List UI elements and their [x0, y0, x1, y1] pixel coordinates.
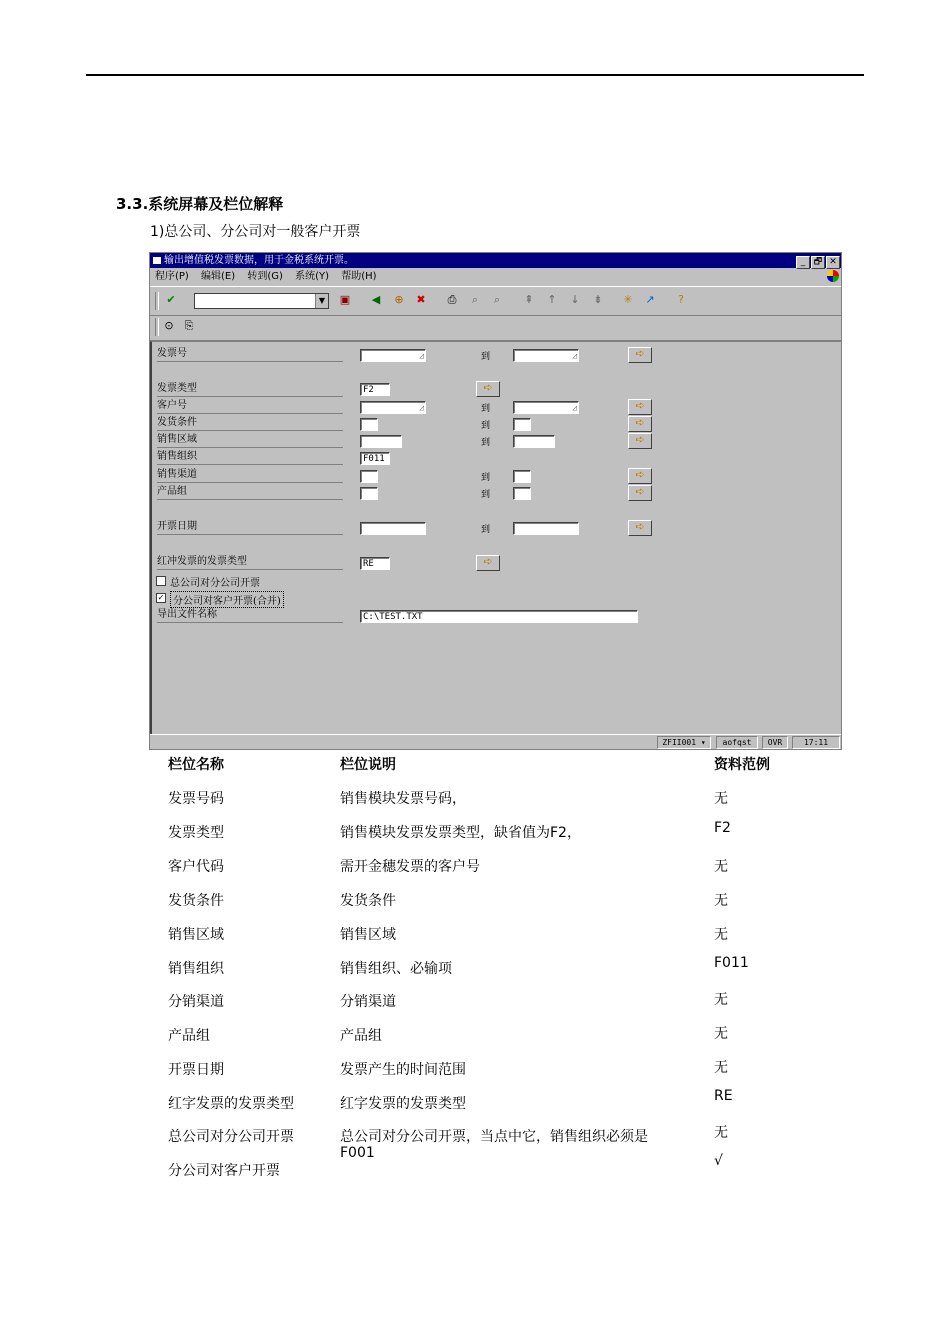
row-example: 无 [714, 927, 728, 943]
to-label: 到 [481, 421, 491, 431]
invoice-no-from-input[interactable] [360, 349, 426, 362]
row-name: 销售组织 [168, 961, 224, 977]
invoice-type-input[interactable]: F2 [360, 383, 390, 396]
label-export-filename: 导出文件名称 [157, 608, 343, 623]
minimize-button[interactable]: _ [796, 256, 810, 269]
row-desc: 发票产生的时间范围 [340, 1062, 466, 1078]
row-name: 发货条件 [168, 893, 224, 909]
shipping-condition-to-input[interactable] [513, 418, 531, 431]
multiple-selection-button[interactable]: ➪ [628, 347, 652, 363]
invoice-no-to-input[interactable] [513, 349, 579, 362]
section-heading: 3.3.系统屏幕及栏位解释 [116, 195, 284, 213]
subsection-heading: 1)总公司、分公司对一般客户开票 [150, 224, 361, 240]
credit-invoice-type-input[interactable]: RE [360, 557, 390, 570]
sales-channel-from-input[interactable] [360, 470, 378, 483]
print-icon[interactable]: ⎙ [447, 293, 457, 306]
application-toolbar [150, 314, 841, 341]
command-field[interactable] [194, 293, 329, 309]
row-name: 总公司对分公司开票 [168, 1129, 294, 1145]
toolbar-separator [155, 292, 159, 310]
row-example: √ [714, 1153, 723, 1169]
label-invoice-no: 发票号 [157, 347, 343, 362]
exit-icon[interactable]: ⊕ [394, 293, 404, 306]
window-icon [153, 257, 161, 264]
selection-screen [150, 341, 841, 734]
status-server: aofqst [716, 736, 758, 749]
table-header-name: 栏位名称 [168, 757, 224, 773]
row-example: 无 [714, 791, 728, 807]
hq-to-branch-checkbox[interactable] [156, 576, 166, 586]
sales-org-input[interactable]: F011 [360, 452, 390, 465]
label-invoice-type: 发票类型 [157, 382, 343, 397]
find-icon[interactable]: ⌕ [471, 293, 479, 306]
to-label: 到 [481, 525, 491, 535]
billing-date-to-input[interactable] [513, 522, 579, 535]
row-name: 开票日期 [168, 1062, 224, 1078]
menu-program[interactable]: 程序(P) [155, 271, 189, 282]
row-example: F011 [714, 955, 749, 971]
hq-to-branch-label: 总公司对分公司开票 [170, 578, 260, 589]
row-desc-continued: F001 [340, 1145, 375, 1161]
status-program-text: ZFII001 [662, 738, 697, 747]
sap-logo-icon[interactable] [827, 270, 839, 282]
to-label: 到 [481, 438, 491, 448]
status-bar [150, 734, 841, 749]
back-icon[interactable]: ◀ [371, 293, 381, 306]
row-desc: 需开金穗发票的客户号 [340, 859, 480, 875]
row-example: 无 [714, 1060, 728, 1076]
standard-toolbar [150, 286, 841, 316]
row-name: 销售区域 [168, 927, 224, 943]
to-label: 到 [481, 404, 491, 414]
label-sales-channel: 销售渠道 [157, 468, 343, 483]
multiple-selection-button[interactable]: ➪ [628, 433, 652, 449]
shipping-condition-from-input[interactable] [360, 418, 378, 431]
label-sales-org: 销售组织 [157, 450, 343, 465]
label-shipping-condition: 发货条件 [157, 416, 343, 431]
row-name: 发票类型 [168, 825, 224, 841]
row-desc: 红字发票的发票类型 [340, 1096, 466, 1112]
prev-page-icon[interactable]: ↑ [547, 293, 557, 306]
row-name: 红字发票的发票类型 [168, 1096, 294, 1112]
row-name: 客户代码 [168, 859, 224, 875]
menu-bar [150, 268, 841, 285]
help-icon[interactable]: ? [678, 293, 684, 306]
menu-edit[interactable]: 编辑(E) [201, 271, 236, 282]
label-customer-no: 客户号 [157, 399, 343, 414]
row-name: 产品组 [168, 1028, 210, 1044]
first-page-icon[interactable]: ⇞ [524, 293, 534, 306]
customer-no-from-input[interactable] [360, 401, 426, 414]
table-header-example: 资料范例 [714, 757, 770, 773]
toolbar-separator [155, 318, 159, 336]
row-example: 无 [714, 1026, 728, 1042]
chevron-down-icon[interactable]: ▼ [315, 294, 328, 308]
label-product-group: 产品组 [157, 485, 343, 500]
shortcut-icon[interactable]: ↗ [645, 293, 655, 306]
find-next-icon[interactable]: ⌕ [493, 293, 501, 306]
row-name: 分公司对客户开票 [168, 1163, 280, 1179]
row-example: F2 [714, 820, 731, 836]
row-desc: 销售组织、必输项 [340, 961, 452, 977]
row-desc: 总公司对分公司开票，当点中它，销售组织必须是 [340, 1129, 648, 1145]
branch-to-customer-checkbox[interactable]: ✓ [157, 593, 165, 602]
row-desc: 发货条件 [340, 893, 396, 909]
status-time: 17:11 [792, 736, 840, 749]
row-desc: 销售模块发票号码， [340, 791, 466, 807]
to-label: 到 [481, 352, 491, 362]
menu-goto[interactable]: 转到(G) [247, 271, 283, 282]
sales-area-from-input[interactable] [360, 435, 402, 448]
next-page-icon[interactable]: ↓ [570, 293, 580, 306]
last-page-icon[interactable]: ⇟ [593, 293, 603, 306]
cancel-icon[interactable]: ✖ [416, 293, 426, 306]
branch-to-customer-label: 分公司对客户开票(合并) [170, 591, 284, 608]
row-desc: 分销渠道 [340, 994, 396, 1010]
execute-icon[interactable]: ⊙ [164, 319, 174, 332]
sales-area-to-input[interactable] [513, 435, 555, 448]
label-billing-date: 开票日期 [157, 520, 343, 535]
row-example: RE [714, 1088, 733, 1104]
table-header-desc: 栏位说明 [340, 757, 396, 773]
product-group-to-input[interactable] [513, 487, 531, 500]
window-titlebar [150, 253, 841, 268]
menu-system[interactable]: 系统(Y) [295, 271, 330, 282]
sales-channel-to-input[interactable] [513, 470, 531, 483]
multiple-selection-button[interactable]: ➪ [628, 468, 652, 484]
product-group-from-input[interactable] [360, 487, 378, 500]
row-example: 无 [714, 859, 728, 875]
variant-icon[interactable]: ⎘ [184, 319, 194, 332]
to-label: 到 [481, 473, 491, 483]
multiple-selection-button[interactable]: ➪ [628, 485, 652, 501]
row-desc: 销售区域 [340, 927, 396, 943]
close-button[interactable]: ✕ [826, 256, 840, 269]
customer-no-to-input[interactable] [513, 401, 579, 414]
check-icon[interactable]: ✔ [166, 293, 176, 306]
row-desc: 产品组 [340, 1028, 382, 1044]
multiple-selection-button[interactable]: ➪ [628, 416, 652, 432]
status-program[interactable]: ZFII001 ▾ [657, 736, 711, 749]
new-session-icon[interactable]: ✳ [623, 293, 633, 306]
sap-window [149, 252, 842, 750]
label-credit-invoice-type: 红冲发票的发票类型 [157, 555, 343, 570]
multiple-selection-button[interactable]: ➪ [628, 520, 652, 536]
row-name: 发票号码 [168, 791, 224, 807]
restore-button[interactable]: 🗗 [811, 256, 825, 269]
multiple-selection-button[interactable]: ➪ [476, 381, 500, 397]
label-sales-area: 销售区域 [157, 433, 343, 448]
save-icon[interactable]: ▣ [339, 293, 351, 306]
top-rule [86, 74, 864, 76]
multiple-selection-button[interactable]: ➪ [628, 399, 652, 415]
to-label: 到 [481, 490, 491, 500]
row-desc: 销售模块发票发票类型，缺省值为F2， [340, 825, 581, 841]
row-name: 分销渠道 [168, 994, 224, 1010]
billing-date-from-input[interactable] [360, 522, 426, 535]
status-mode: OVR [762, 736, 788, 749]
menu-help[interactable]: 帮助(H) [341, 271, 377, 282]
multiple-selection-button[interactable]: ➪ [476, 555, 500, 571]
row-example: 无 [714, 893, 728, 909]
export-filename-input[interactable]: C:\TEST.TXT [360, 610, 638, 623]
row-example: 无 [714, 992, 728, 1008]
row-example: 无 [714, 1125, 728, 1141]
window-title: 输出增值税发票数据，用于金税系统开票。 [164, 255, 354, 266]
